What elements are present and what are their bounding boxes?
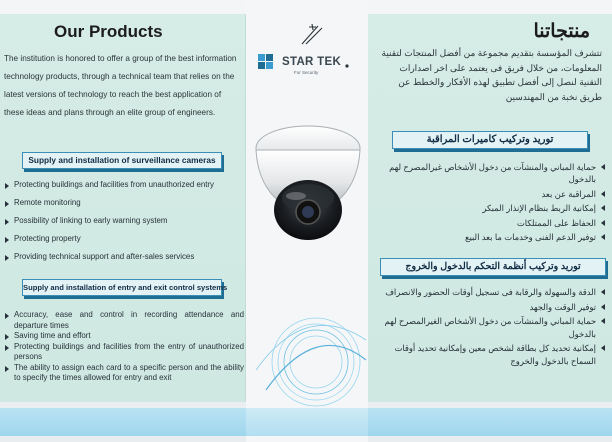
list-item: The ability to assign each card to a specific person and the ability to specify the times allowed for entry and exit — [4, 363, 244, 384]
english-title: Our Products — [54, 22, 163, 41]
surveillance-list-ar — [376, 161, 606, 246]
list-item: توفير الدعم الفنى وخدمات ما بعد البيع — [376, 231, 606, 243]
list-item: Protecting property — [4, 234, 244, 252]
access-control-heading-en: Supply and installation of entry and exit control systems — [22, 279, 222, 296]
surveillance-list-en — [4, 180, 244, 270]
dome-security-camera — [246, 118, 368, 258]
list-item: إمكانية الربط بنظام الإنذار المبكر — [376, 202, 606, 214]
list-item: إمكانية تحديد كل بطاقة لشخص معين وإمكانية تحديد أوقات السماح بالدخول والخروج — [376, 342, 606, 367]
brand-tagline: For Security — [294, 70, 319, 75]
access-control-heading-ar: توريد وتركيب أنظمة التحكم بالدخول والخروج — [380, 258, 606, 276]
bottom-band-center — [246, 408, 368, 436]
english-intro: The institution is honored to offer a group of the best information technology products, through a technical team that relies on the latest versions of technology to reach the best application of these ideas and plans through an elite group of engineers. — [4, 54, 237, 117]
list-item: حماية المباني والمنشآت من دخول الأشخاص غيرالمصرح لهم بالدخول — [376, 161, 606, 185]
list-item: توفير الوقت والجهد — [376, 301, 606, 314]
brand-name: STAR TEK — [282, 56, 342, 68]
list-item: Possibility of linking to early warning system — [4, 216, 244, 234]
list-item: Saving time and effort — [4, 331, 244, 342]
list-item: Protecting buildings and facilities from the entry of unauthorized persons — [4, 342, 244, 363]
arabic-title: منتجاتنا — [533, 21, 590, 42]
list-item: Remote monitoring — [4, 198, 244, 216]
star-sparkle-icon — [300, 22, 326, 46]
blue-swirl-graphic — [246, 300, 368, 408]
list-item: حماية المباني والمنشآت من دخول الأشخاص الغيرالمصرح لهم بالدخول — [376, 315, 606, 340]
access-control-list-ar — [376, 286, 606, 369]
arabic-panel — [368, 14, 612, 402]
list-item: الحفاظ على الممتلكات — [376, 217, 606, 229]
access-control-list-en — [4, 310, 244, 384]
surveillance-heading-en: Supply and installation of surveillance cameras — [22, 152, 222, 169]
list-item: الدقة والسهولة والرقابة فى تسجيل أوقات الحضور والانصراف — [376, 286, 606, 299]
list-item: المراقبة عن بعد — [376, 188, 606, 200]
list-item: Providing technical support and after-sales services — [4, 252, 244, 270]
list-item: Protecting buildings and facilities from unauthorized entry — [4, 180, 244, 198]
english-panel — [0, 14, 246, 402]
surveillance-heading-ar: توريد وتركيب كاميرات المراقبة — [392, 131, 588, 149]
arabic-intro: تتشرف المؤسسة بتقديم مجموعة من أفضل المنتجات لتقنية المعلومات، من خلال فريق فى يعتمد على اخر اصدارات التقنية لنصل إلى أفضل تطبيق لهذه الأفكار والخطط عن طريق نخبة من المهندسين — [381, 48, 602, 102]
list-item: Accuracy, ease and control in recording attendance and departure times — [4, 310, 244, 331]
